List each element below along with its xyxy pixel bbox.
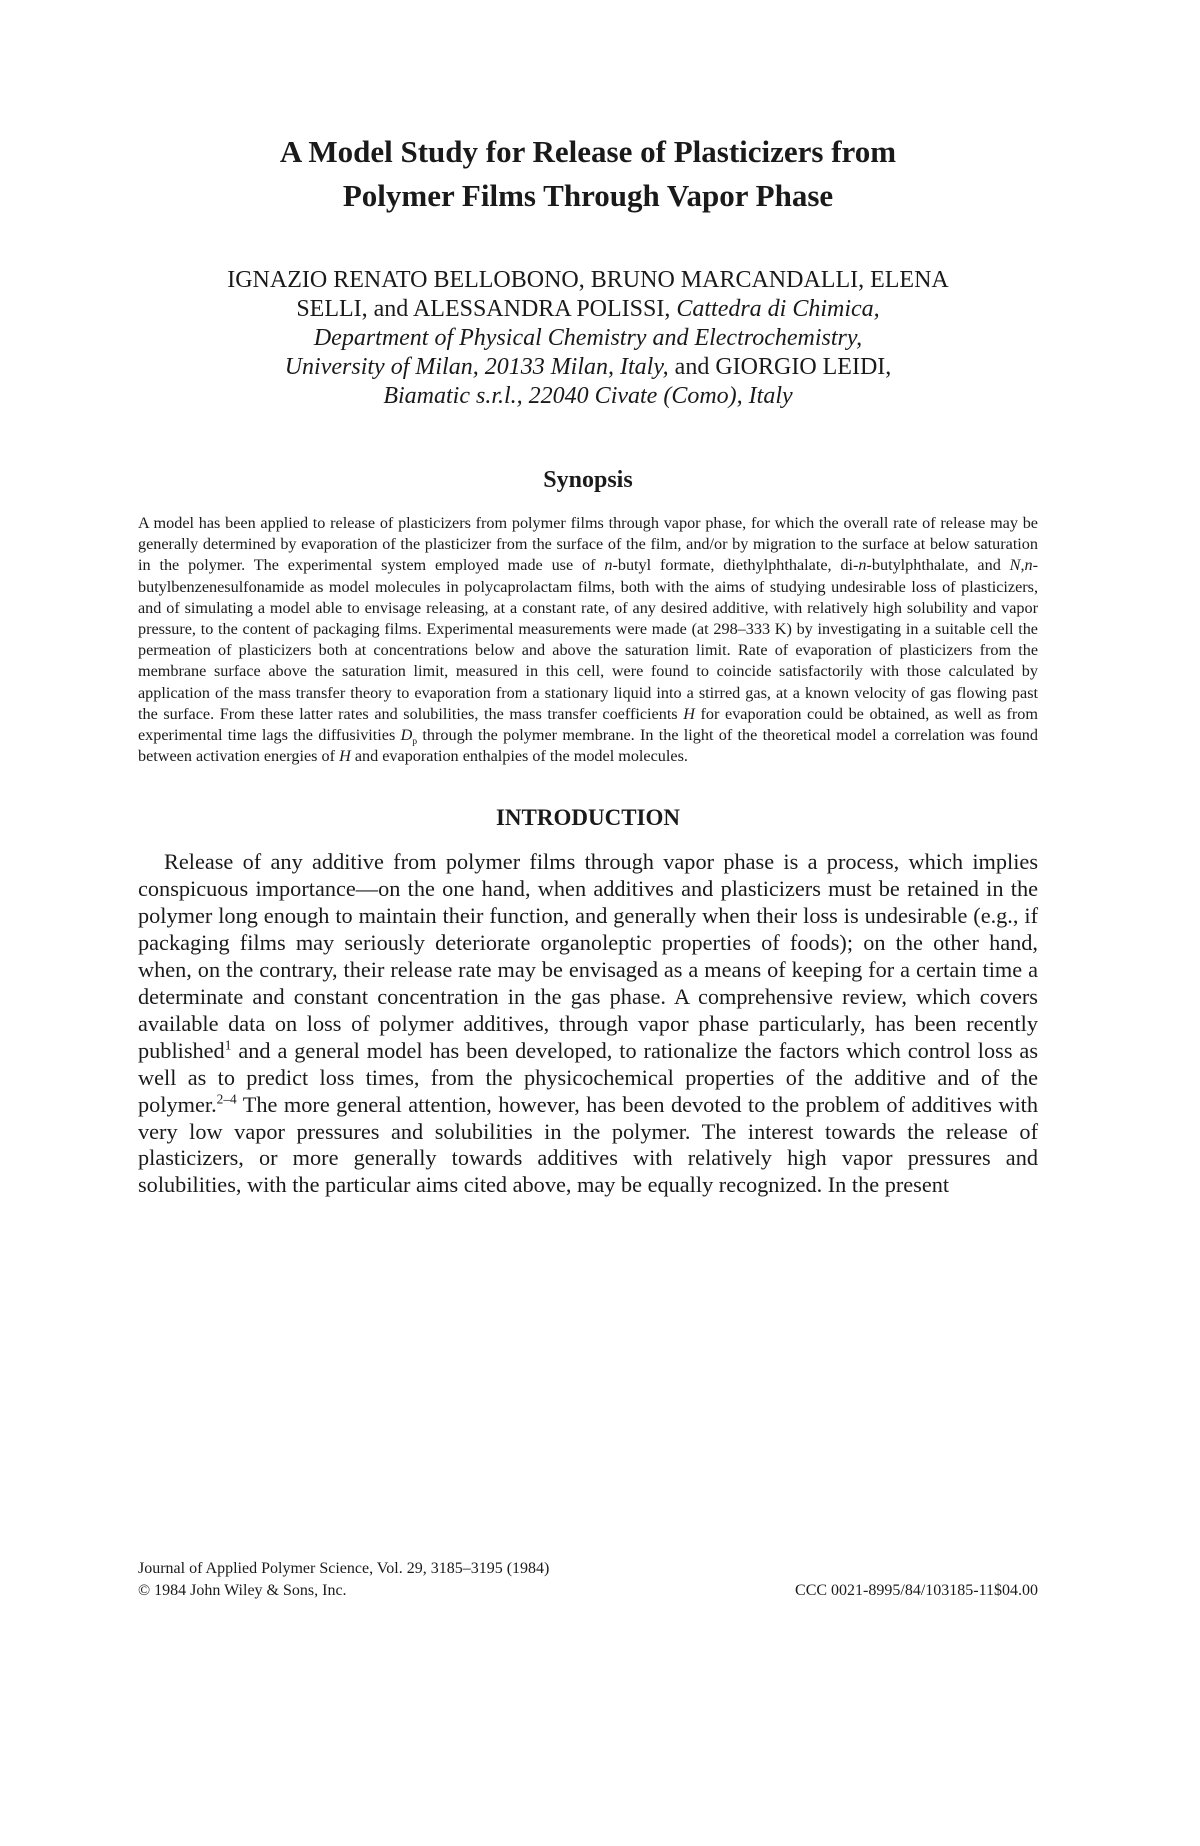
copyright-notice: © 1984 John Wiley & Sons, Inc. xyxy=(138,1582,347,1599)
affiliation-university: University of Milan, 20133 Milan, Italy, xyxy=(284,354,669,380)
synopsis-text: for evaporation could be obtained, as well as from experimental time lags the diffusivities xyxy=(138,704,1038,745)
title-line-1: A Model Study for Release of Plasticizers from xyxy=(279,134,897,169)
page-footer xyxy=(138,1558,1038,1602)
citation-superscript: 1 xyxy=(224,1037,232,1053)
authors-line-2: SELLI, and ALESSANDRA POLISSI, xyxy=(296,296,677,322)
authors-line-4: and GIORGIO LEIDI, xyxy=(668,354,892,380)
journal-citation: Journal of Applied Polymer Science, Vol. 29, 3185–3195 (1984) xyxy=(138,1560,550,1577)
ccc-code: CCC 0021-8995/84/103185-11$04.00 xyxy=(795,1582,1038,1599)
synopsis-italic: n xyxy=(858,556,867,575)
synopsis-heading: Synopsis xyxy=(543,467,633,493)
intro-text: and a general model has been developed, to rationalize the factors which control loss as well as to predict loss times, from the physicochemical properties of the additive and of the polymer. xyxy=(138,1037,1038,1117)
synopsis-subscript: p xyxy=(412,736,418,748)
synopsis-text: through the polymer membrane. In the light of the theoretical model a correlation was found between activation energies of xyxy=(138,726,1038,766)
synopsis-paragraph xyxy=(138,513,1038,767)
introduction-heading: INTRODUCTION xyxy=(495,805,681,831)
intro-text: The more general attention, however, has been devoted to the problem of additives with very low vapor pressures and solubilities in the polymer. The interest towards the release of plasticizers, or more generally towards additives with relatively high vapor pressures and solubilities, with the particular aims cited above, may be equally recognized. In the present xyxy=(138,1091,1038,1198)
citation-superscript: 2–4 xyxy=(216,1091,237,1107)
intro-text: Release of any additive from polymer films through vapor phase is a process, which implies conspicuous importance—on the one hand, when additives and plasticizers must be retained in the polymer long enough to maintain their function, and generally when their loss is undesirable (e.g., if packaging films may seriously deteriorate organoleptic properties of foods); on the other hand, when, on the contrary, their release rate may be envisaged as a means of keeping for a certain time a determinate and constant concentration in the gas phase. A comprehensive review, which covers available data on loss of polymer additives, through vapor phase particularly, has been recently published xyxy=(138,849,1038,1063)
synopsis-text: -butylphthalate, and xyxy=(866,556,1010,575)
introduction-paragraph xyxy=(138,849,1038,1199)
synopsis-italic: H xyxy=(339,747,351,766)
footer-row xyxy=(138,1580,1038,1602)
article-title xyxy=(138,130,1038,218)
affiliation-company: Biamatic s.r.l., 22040 Civate (Como), Italy xyxy=(383,383,793,409)
author-affiliations xyxy=(138,266,1038,411)
synopsis-text: -butyl formate, diethylphthalate, di- xyxy=(612,556,859,575)
synopsis-text: -butylbenzenesulfonamide as model molecules in polycaprolactam films, both with the aims of studying undesirable loss of plasticizers, and of simulating a model able to envisage releasing, at a constant rate, of any desired additive, with relatively high solubility and vapor pressure, to the content of packaging films. Experimental measurements were made (at 298–333 K) by investigating in a suitable cell the permeation of plasticizers both at concentrations below and above the saturation limit. Rate of evaporation of plasticizers from the membrane surface above the saturation limit, measured in this cell, were found to coincide satisfactorily with those calculated by application of the mass transfer theory to evaporation from a stationary liquid into a stirred gas, at a known velocity of gas flowing past the surface. From these latter rates and solubilities, the mass transfer coefficients xyxy=(138,556,1038,723)
article-page xyxy=(138,130,1038,1199)
synopsis-text: A model has been applied to release of plasticizers from polymer films through vapor phase, for which the overall rate of release may be generally determined by evaporation of the plasticizer from the surface of the film, and/or by migration to the surface at below saturation in the polymer. The experimental system employed made use of xyxy=(138,514,1038,575)
introduction-body xyxy=(138,849,1038,1199)
synopsis-italic: H xyxy=(683,704,695,723)
synopsis-italic: N,n xyxy=(1009,556,1033,575)
affiliation-chair: Cattedra di Chimica, xyxy=(676,296,880,322)
synopsis-text: and evaporation enthalpies of the model molecules. xyxy=(350,747,688,766)
affiliation-department: Department of Physical Chemistry and Electrochemistry, xyxy=(313,325,863,351)
synopsis-italic: D xyxy=(400,726,413,745)
synopsis-italic: n xyxy=(604,556,613,575)
title-line-2: Polymer Films Through Vapor Phase xyxy=(342,178,834,213)
synopsis-body xyxy=(138,513,1038,767)
authors-line-1: IGNAZIO RENATO BELLOBONO, BRUNO MARCANDALLI, ELENA xyxy=(227,267,949,293)
